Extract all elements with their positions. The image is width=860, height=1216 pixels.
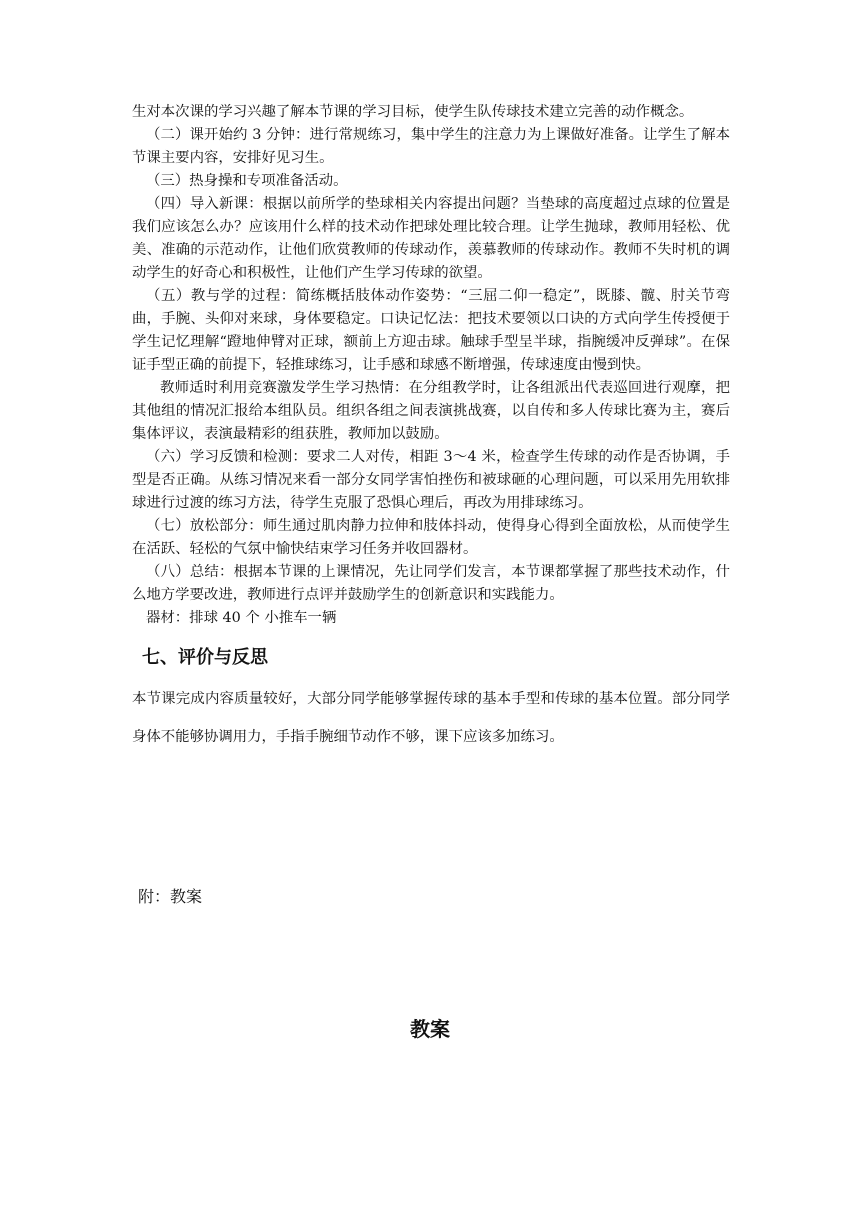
section-heading-evaluation: 七、评价与反思	[142, 647, 268, 668]
appendix-label: 附：教案	[138, 887, 203, 906]
lesson-process-text	[132, 101, 730, 630]
reflection-paragraph: 本节课完成内容质量较好，大部分同学能够掌握传球的基本手型和传球的基本位置。部分同学身体不能够协调用力，手指手腕细节动作不够，课下应该多加练习。	[132, 691, 730, 745]
paragraph-step-5: （五）教与学的过程：简练概括肢体动作姿势：“三屈二仰一稳定”，既膝、髋、肘关节弯曲，手腕、头仰对来球，身体要稳定。口诀记忆法：把技术要领以口诀的方式向学生传授便于学生记忆理解“蹬地伸臂对正球，额前上方迎击球。触球手型呈半球，指腕缓冲反弹球”。在保证手型正确的前提下，轻推球练习，让手感和球感不断增强，传球速度由慢到快。	[132, 288, 730, 373]
paragraph-step-6: （六）学习反馈和检测：要求二人对传，相距 3～4 米，检查学生传球的动作是否协调，手型是否正确。从练习情况来看一部分女同学害怕挫伤和被球砸的心理问题，可以采用先用软排球进行过渡的练习方法，待学生克服了恐惧心理后，再改为用排球练习。	[132, 449, 730, 511]
paragraph-step-2: （二）课开始约 3 分钟：进行常规练习，集中学生的注意力为上课做好准备。让学生了解本节课主要内容，安排好见习生。	[132, 127, 730, 166]
paragraph-competition: 教师适时利用竞赛激发学生学习热情：在分组教学时，让各组派出代表巡回进行观摩，把其他组的情况汇报给本组队员。组织各组之间表演挑战赛，以自传和多人传球比赛为主，赛后集体评议，表演最精彩的组获胜，教师加以鼓励。	[132, 380, 730, 442]
paragraph-intro-continuation: 生对本次课的学习兴趣了解本节课的学习目标，使学生队传球技术建立完善的动作概念。	[132, 104, 694, 120]
paragraph-step-8: （八）总结：根据本节课的上课情况，先让同学们发言，本节课都掌握了那些技术动作，什么地方学要改进，教师进行点评并鼓励学生的创新意识和实践能力。	[132, 564, 730, 603]
paragraph-equipment: 器材：排球 40 个 小推车一辆	[146, 610, 337, 626]
paragraph-step-3: （三）热身操和专项准备活动。	[146, 173, 348, 189]
paragraph-step-7: （七）放松部分：师生通过肌肉静力拉伸和肢体抖动，使得身心得到全面放松，从而使学生在活跃、轻松的气氛中愉快结束学习任务并收回器材。	[132, 518, 730, 557]
lesson-plan-title: 教案	[410, 1017, 450, 1041]
paragraph-step-4: （四）导入新课：根据以前所学的垫球相关内容提出问题？当垫球的高度超过点球的位置是我们应该怎么办？应该用什么样的技术动作把球处理比较合理。让学生抛球，教师用轻松、优美、准确的示范动作，让他们欣赏教师的传球动作，羡慕教师的传球动作。教师不失时机的调动学生的好奇心和积极性，让他们产生学习传球的欲望。	[132, 196, 730, 281]
